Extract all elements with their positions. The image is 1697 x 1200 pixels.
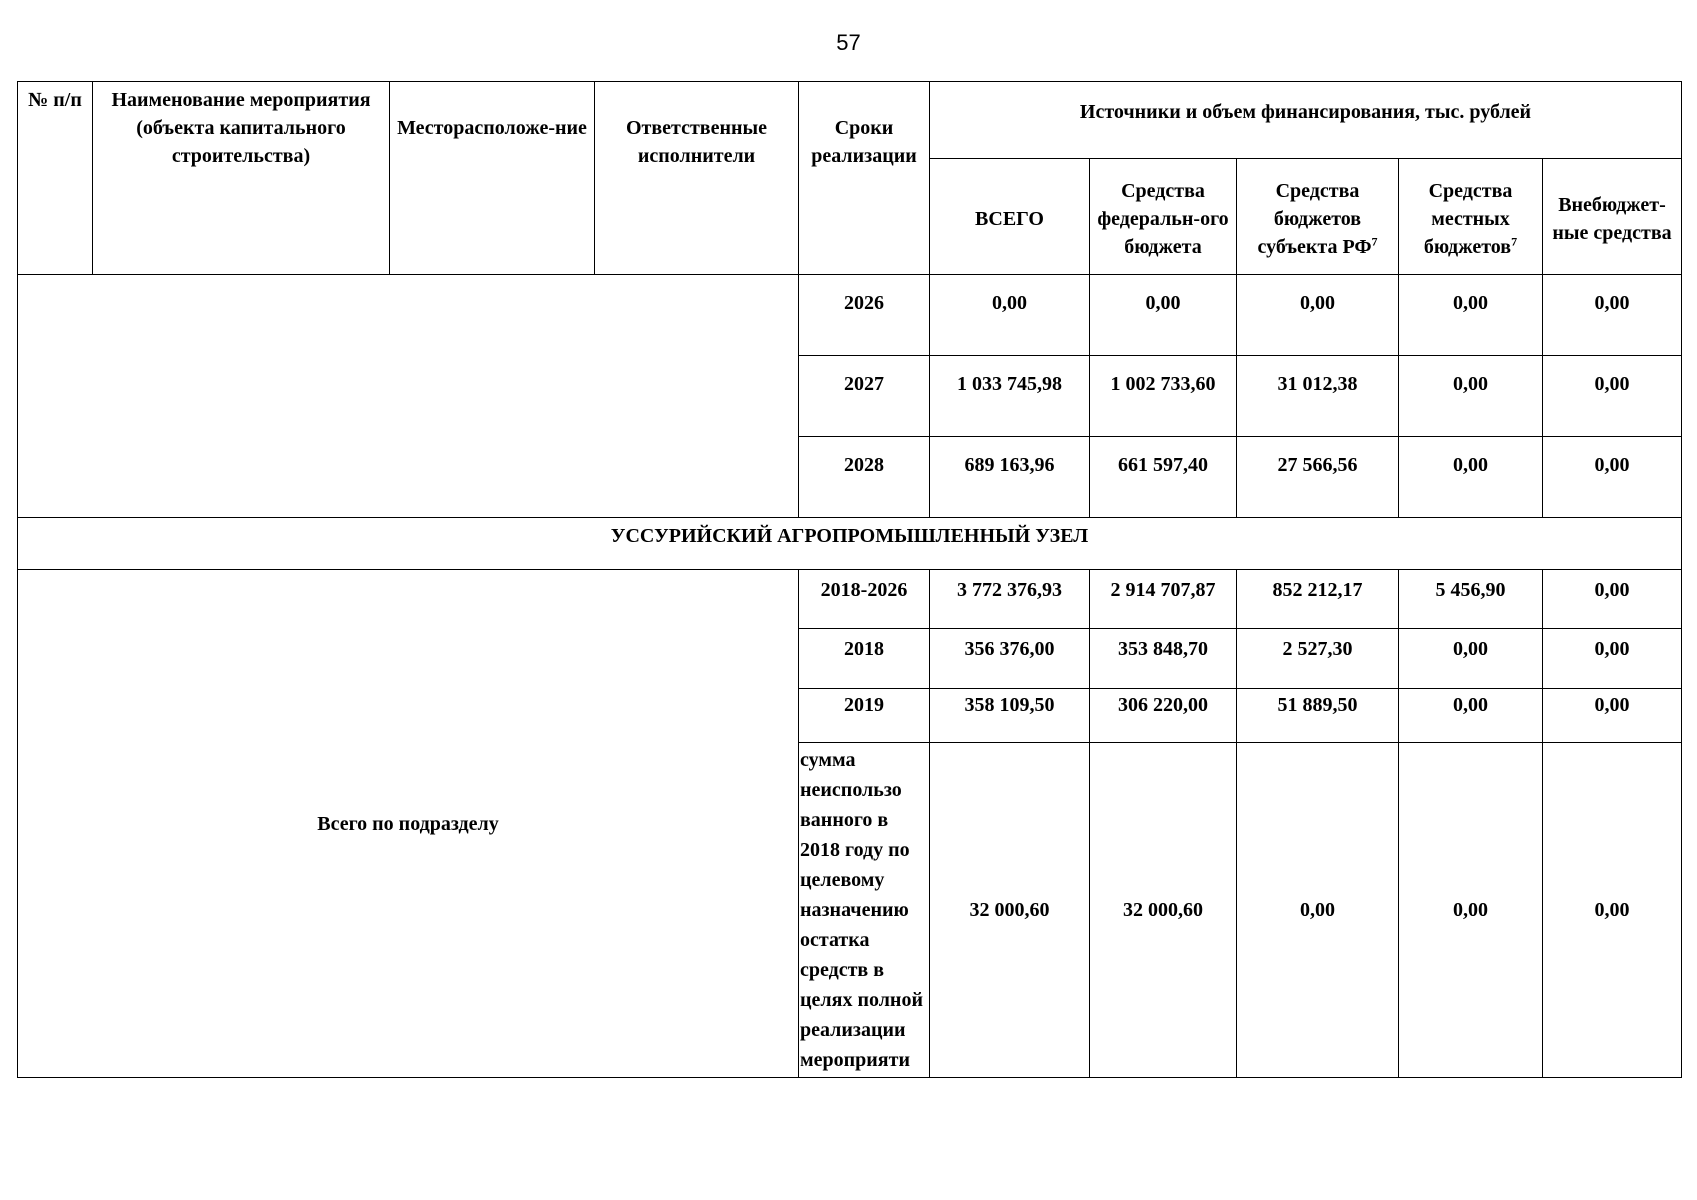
total-cell: 358 109,50 (930, 689, 1090, 743)
financing-table (17, 81, 1682, 1078)
regional-cell: 31 012,38 (1237, 356, 1399, 437)
regional-cell: 852 212,17 (1237, 570, 1399, 629)
col-header-local-text: Средства местных бюджетов (1423, 179, 1513, 258)
local-cell: 5 456,90 (1399, 570, 1543, 629)
federal-cell: 0,00 (1090, 275, 1237, 356)
col-header-num: № п/п (18, 82, 93, 275)
col-header-sources: Источники и объем финансирования, тыс. рублей (930, 82, 1682, 159)
section-title: УССУРИЙСКИЙ АГРОПРОМЫШЛЕННЫЙ УЗЕЛ (18, 518, 1682, 570)
year-cell: 2026 (799, 275, 930, 356)
local-cell: 0,00 (1399, 743, 1543, 1078)
extra-cell: 0,00 (1543, 570, 1682, 629)
total-cell: 3 772 376,93 (930, 570, 1090, 629)
table-row (18, 275, 1682, 356)
col-header-executors: Ответственные исполнители (595, 82, 799, 275)
local-cell: 0,00 (1399, 629, 1543, 689)
total-cell: 32 000,60 (930, 743, 1090, 1078)
year-note-cell: сумма неиспользо ванного в 2018 году по целевому назначению остатка средств в целях полной реализации мероприяти (799, 743, 930, 1078)
total-cell: 0,00 (930, 275, 1090, 356)
col-header-local (1399, 159, 1543, 275)
footnote-marker: 7 (1511, 233, 1518, 248)
federal-cell: 32 000,60 (1090, 743, 1237, 1078)
footnote-marker: 7 (1371, 233, 1378, 248)
extra-cell: 0,00 (1543, 689, 1682, 743)
col-header-regional (1237, 159, 1399, 275)
year-cell: 2027 (799, 356, 930, 437)
table-row (18, 570, 1682, 629)
federal-cell: 661 597,40 (1090, 437, 1237, 518)
total-cell: 689 163,96 (930, 437, 1090, 518)
col-header-location: Месторасположе-ние (390, 82, 595, 275)
extra-cell: 0,00 (1543, 275, 1682, 356)
regional-cell: 0,00 (1237, 275, 1399, 356)
total-cell: 1 033 745,98 (930, 356, 1090, 437)
local-cell: 0,00 (1399, 689, 1543, 743)
regional-cell: 2 527,30 (1237, 629, 1399, 689)
page-number: 57 (836, 30, 861, 55)
extra-cell: 0,00 (1543, 743, 1682, 1078)
col-header-extra: Внебюджет-ные средства (1543, 159, 1682, 275)
local-cell: 0,00 (1399, 437, 1543, 518)
col-header-name: Наименование мероприятия (объекта капитального строительства) (93, 82, 390, 275)
local-cell: 0,00 (1399, 356, 1543, 437)
subtotal-label: Всего по подразделу (18, 570, 799, 1078)
year-cell: 2019 (799, 689, 930, 743)
federal-cell: 306 220,00 (1090, 689, 1237, 743)
regional-cell: 27 566,56 (1237, 437, 1399, 518)
section-row (18, 518, 1682, 570)
year-cell: 2028 (799, 437, 930, 518)
federal-cell: 353 848,70 (1090, 629, 1237, 689)
extra-cell: 0,00 (1543, 437, 1682, 518)
total-cell: 356 376,00 (930, 629, 1090, 689)
col-header-total: ВСЕГО (930, 159, 1090, 275)
regional-cell: 0,00 (1237, 743, 1399, 1078)
col-header-terms: Сроки реализации (799, 82, 930, 275)
empty-merged-cell (18, 275, 799, 518)
extra-cell: 0,00 (1543, 356, 1682, 437)
regional-cell: 51 889,50 (1237, 689, 1399, 743)
col-header-regional-text: Средства бюджетов субъекта РФ (1257, 179, 1372, 258)
year-cell: 2018 (799, 629, 930, 689)
col-header-federal: Средства федеральн-ого бюджета (1090, 159, 1237, 275)
extra-cell: 0,00 (1543, 629, 1682, 689)
year-cell: 2018-2026 (799, 570, 930, 629)
header-row-1 (18, 82, 1682, 159)
local-cell: 0,00 (1399, 275, 1543, 356)
federal-cell: 1 002 733,60 (1090, 356, 1237, 437)
federal-cell: 2 914 707,87 (1090, 570, 1237, 629)
